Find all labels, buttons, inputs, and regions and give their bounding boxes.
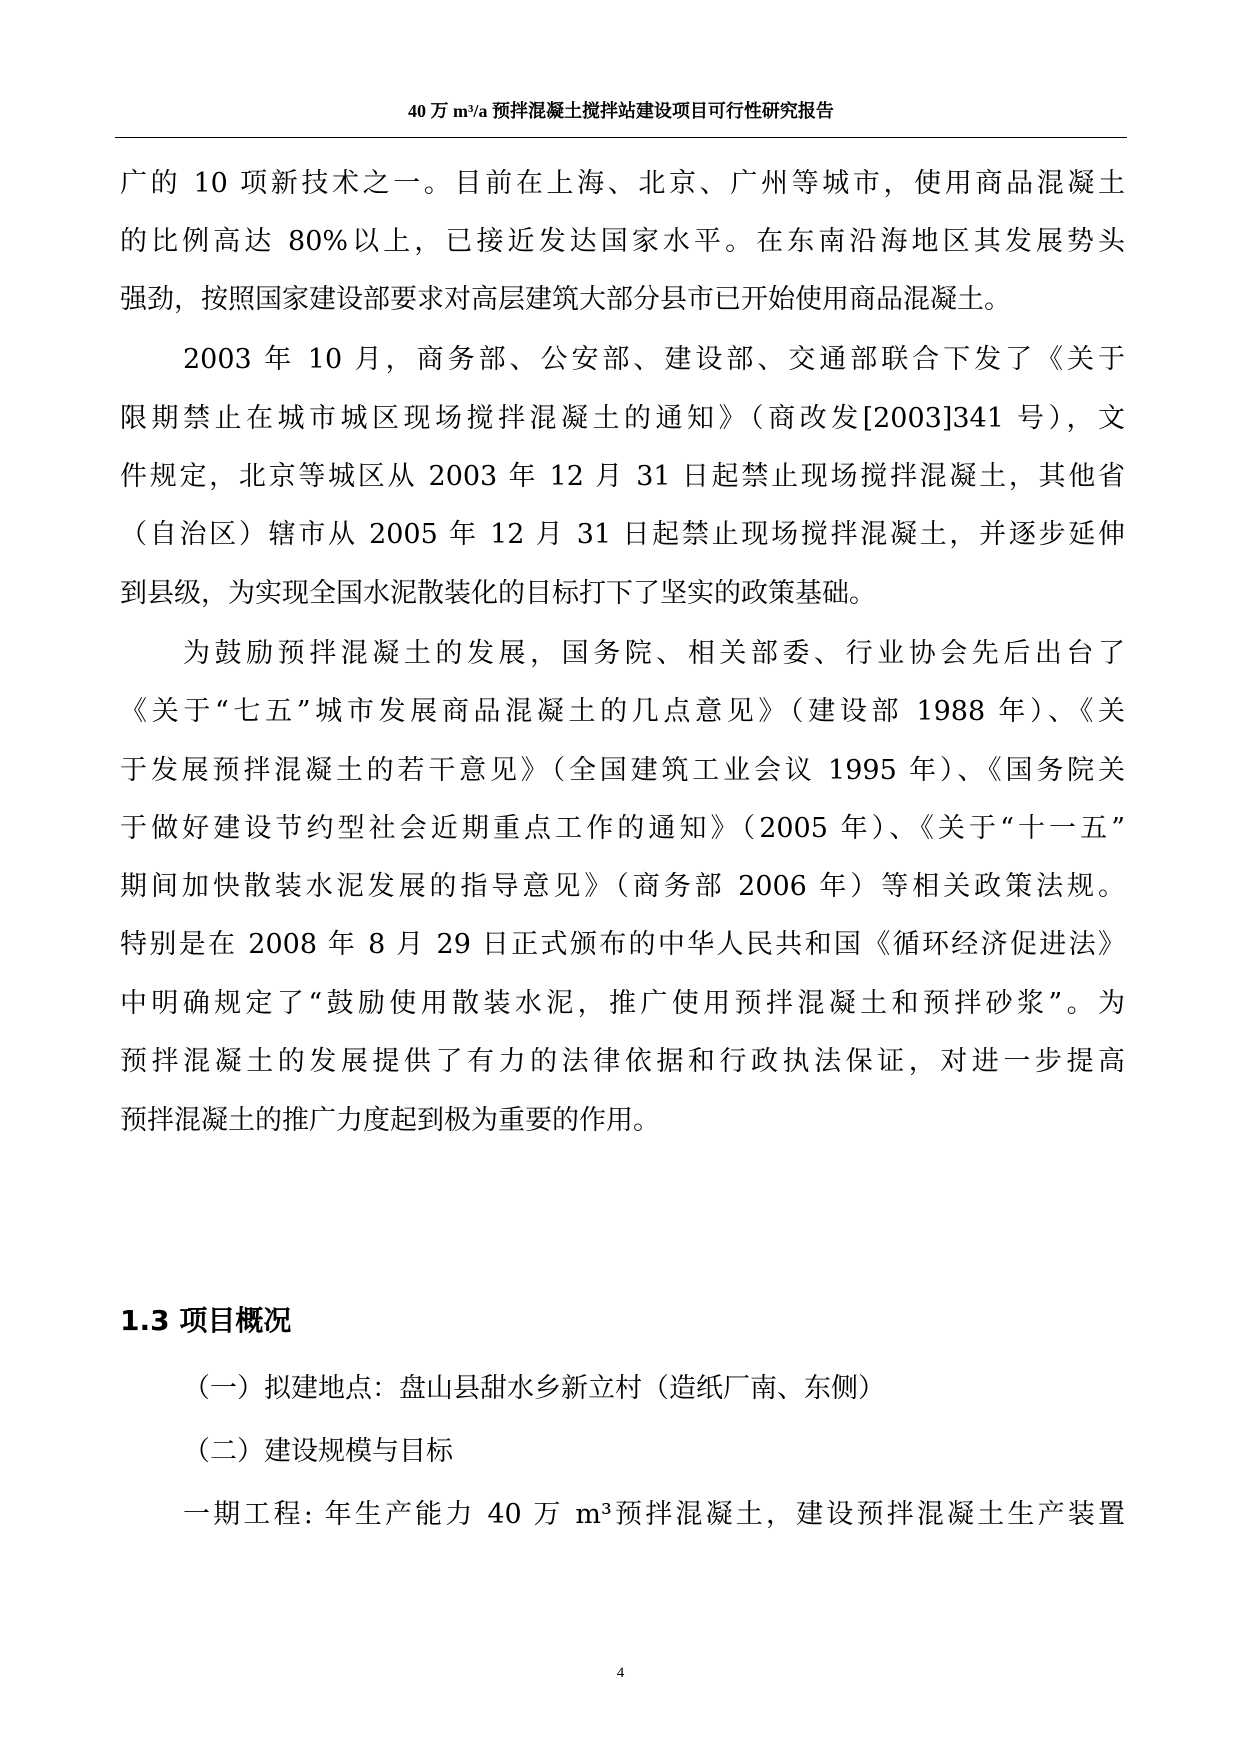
header-rule <box>115 137 1127 138</box>
paragraph-2-line-5: 到县级，为实现全国水泥散装化的目标打下了坚实的政策基础。 <box>120 578 876 609</box>
list-item-location: （一）拟建地点：盘山县甜水乡新立村（造纸厂南、东侧） <box>183 1373 885 1404</box>
paragraph-3-line-2: 《关于“七五”城市发展商品混凝土的几点意见》（建设部 1988 年）、《关 <box>120 696 1125 727</box>
paragraph-3-line-7: 中明确规定了“鼓励使用散装水泥，推广使用预拌混凝土和预拌砂浆”。为 <box>120 988 1125 1019</box>
paragraph-1-line-1: 广的 10 项新技术之一。目前在上海、北京、广州等城市，使用商品混凝土 <box>120 168 1125 199</box>
paragraph-3-line-9: 预拌混凝土的推广力度起到极为重要的作用。 <box>120 1105 660 1136</box>
paragraph-1-line-2: 的比例高达 80%以上，已接近发达国家水平。在东南沿海地区其发展势头 <box>120 226 1125 257</box>
paragraph-3-line-4: 于做好建设节约型社会近期重点工作的通知》（2005 年）、《关于“十一五” <box>120 813 1125 844</box>
list-item-scale: （二）建设规模与目标 <box>183 1436 453 1467</box>
paragraph-3-line-8: 预拌混凝土的发展提供了有力的法律依据和行政执法保证，对进一步提高 <box>120 1046 1125 1077</box>
section-heading: 1.3 项目概况 <box>120 1304 292 1337</box>
paragraph-3-line-6: 特别是在 2008 年 8 月 29 日正式颁布的中华人民共和国《循环经济促进法》 <box>120 929 1125 960</box>
paragraph-2-line-2: 限期禁止在城市城区现场搅拌混凝土的通知》（商改发[2003]341 号），文 <box>120 403 1125 434</box>
paragraph-3-line-5: 期间加快散装水泥发展的指导意见》（商务部 2006 年）等相关政策法规。 <box>120 871 1125 902</box>
paragraph-2-line-4: （自治区）辖市从 2005 年 12 月 31 日起禁止现场搅拌混凝土，并逐步延伸 <box>120 519 1125 550</box>
running-header: 40 万 m³/a 预拌混凝土搅拌站建设项目可行性研究报告 <box>408 101 834 121</box>
paragraph-3-line-1: 为鼓励预拌混凝土的发展，国务院、相关部委、行业协会先后出台了 <box>183 638 1125 669</box>
paragraph-2-line-1: 2003 年 10 月，商务部、公安部、建设部、交通部联合下发了《关于 <box>183 344 1125 375</box>
phase-one-line: 一期工程: 年生产能力 40 万 m³预拌混凝土，建设预拌混凝土生产装置 <box>183 1499 1125 1530</box>
page-number: 4 <box>616 1665 625 1681</box>
paragraph-3-line-3: 于发展预拌混凝土的若干意见》（全国建筑工业会议 1995 年）、《国务院关 <box>120 755 1125 786</box>
paragraph-2-line-3: 件规定，北京等城区从 2003 年 12 月 31 日起禁止现场搅拌混凝土，其他省 <box>120 461 1125 492</box>
paragraph-1-line-3: 强劲，按照国家建设部要求对高层建筑大部分县市已开始使用商品混凝土。 <box>120 284 1011 315</box>
